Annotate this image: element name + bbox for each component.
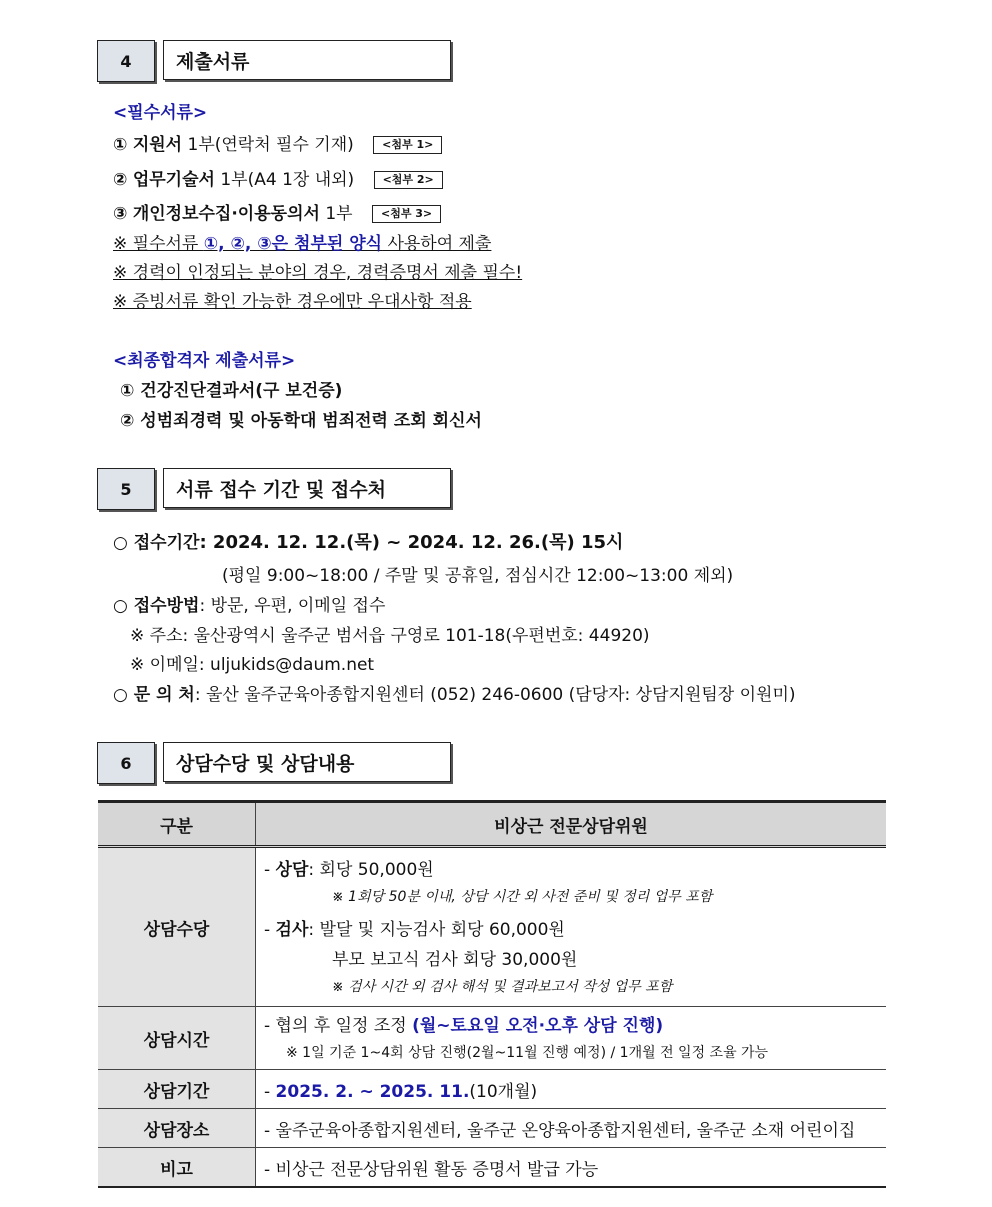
attachment-tag: <첨부 1> (373, 136, 442, 154)
fee-test-label: 검사 (275, 920, 309, 940)
method-value: : 방문, 우편, 이메일 접수 (199, 596, 386, 616)
item-name: 업무기술서 (132, 170, 215, 190)
item-mark: ② (113, 170, 128, 190)
section-4-title: 제출서류 (163, 40, 451, 80)
note-highlight: ①, ②, ③은 첨부된 양식 (203, 234, 383, 254)
time-text: - 협의 후 일정 조정 (264, 1016, 413, 1036)
row-label-period: 상담기간 (98, 1070, 256, 1109)
item-desc: 1부 (325, 204, 353, 224)
final-item-2: ② 성범죄경력 및 아동학대 범죄전력 조회 회신서 (120, 411, 482, 431)
note-evidence: ※ 증빙서류 확인 가능한 경우에만 우대사항 적용 (113, 292, 472, 312)
section-4-number: 4 (97, 40, 155, 82)
item-desc: 1부(연락처 필수 기재) (187, 135, 354, 155)
email-line: ※ 이메일: uljukids@daum.net (130, 655, 375, 675)
attachment-tag: <첨부 3> (372, 205, 441, 223)
row-label-place: 상담장소 (98, 1109, 256, 1148)
note-text: ※ 필수서류 (113, 234, 204, 254)
header-category: 구분 (98, 802, 256, 847)
required-item-2 (113, 165, 443, 190)
table-row (98, 847, 886, 1007)
note-career-cert: ※ 경력이 인정되는 분야의 경우, 경력증명서 제출 필수! (113, 263, 523, 283)
fee-test-line (264, 915, 885, 945)
time-highlight: (월~토요일 오전·오후 상담 진행) (412, 1016, 664, 1036)
reception-method (113, 591, 385, 616)
row-label-fee: 상담수당 (98, 847, 256, 1007)
contact-value: : 울산 울주군육아종합지원센터 (052) 246-0600 (담당자: 상담지원팀장 이원미) (194, 685, 796, 705)
method-label: ○ 접수방법 (113, 596, 200, 616)
etc-content: - 비상근 전문상담위원 활동 증명서 발급 가능 (256, 1148, 887, 1188)
time-content (256, 1007, 887, 1070)
fee-counsel-line (264, 855, 885, 885)
table-row (98, 1070, 886, 1109)
section-5-number: 5 (97, 468, 155, 510)
table-row (98, 1109, 886, 1148)
period-value: : 2024. 12. 12.(목) ~ 2024. 12. 26.(목) 15시 (199, 532, 624, 553)
contact-line (113, 680, 796, 705)
section-6-number: 6 (97, 742, 155, 784)
note-required-forms (113, 229, 491, 254)
item-mark: ③ (113, 204, 128, 224)
period-highlight: 2025. 2. ~ 2025. 11. (275, 1081, 470, 1102)
header-position: 비상근 전문상담위원 (256, 802, 887, 847)
section-6-title: 상담수당 및 상담내용 (163, 742, 451, 782)
row-label-etc: 비고 (98, 1148, 256, 1188)
fee-note-2: ※ 검사 시간 외 검사 해석 및 결과보고서 작성 업무 포함 (332, 979, 673, 995)
fee-content (256, 847, 887, 1007)
dash: - (264, 860, 276, 880)
time-note: ※ 1일 기준 1~4회 상담 진행(2월~11월 진행 예정) / 1개월 전 일정 조율 가능 (286, 1045, 769, 1061)
dash: - (264, 920, 276, 940)
required-item-1 (113, 130, 442, 155)
fee-counsel-value: : 회당 50,000원 (308, 860, 434, 880)
counseling-table (98, 800, 886, 1188)
place-content: - 울주군육아종합지원센터, 울주군 온양육아종합지원센터, 울주군 소재 어린이집 (256, 1109, 887, 1148)
fee-note-1: ※ 1회당 50분 이내, 상담 시간 외 사전 준비 및 정리 업무 포함 (332, 889, 713, 905)
item-desc: 1부(A4 1장 내외) (220, 170, 355, 190)
period-note: (평일 9:00~18:00 / 주말 및 공휴일, 점심시간 12:00~13:00 제외) (222, 566, 734, 586)
attachment-tag: <첨부 2> (374, 171, 443, 189)
note-text: 사용하여 제출 (382, 234, 492, 254)
row-label-time: 상담시간 (98, 1007, 256, 1070)
dash: - (264, 1081, 276, 1102)
item-name: 지원서 (132, 135, 183, 155)
reception-period (113, 528, 623, 554)
period-content (256, 1070, 887, 1109)
item-name: 개인정보수집·이용동의서 (132, 204, 320, 224)
contact-label: ○ 문 의 처 (113, 685, 195, 705)
period-label: ○ 접수기간 (113, 533, 200, 553)
table-row (98, 1148, 886, 1188)
required-docs-header: <필수서류> (113, 103, 208, 123)
fee-counsel-label: 상담 (275, 860, 309, 880)
item-mark: ① (113, 135, 128, 155)
time-line (264, 1011, 885, 1041)
table-row (98, 1007, 886, 1070)
table-header-row (98, 802, 886, 847)
address-line: ※ 주소: 울산광역시 울주군 범서읍 구영로 101-18(우편번호: 44920) (130, 626, 650, 646)
fee-parent-test-line: 부모 보고식 검사 회당 30,000원 (332, 950, 578, 970)
section-5-title: 서류 접수 기간 및 접수처 (163, 468, 451, 508)
required-item-3 (113, 199, 441, 224)
final-item-1: ① 건강진단결과서(구 보건증) (120, 381, 343, 401)
fee-test-value: : 발달 및 지능검사 회당 60,000원 (308, 920, 565, 940)
period-months: (10개월) (469, 1081, 538, 1102)
final-docs-header: <최종합격자 제출서류> (113, 351, 296, 371)
